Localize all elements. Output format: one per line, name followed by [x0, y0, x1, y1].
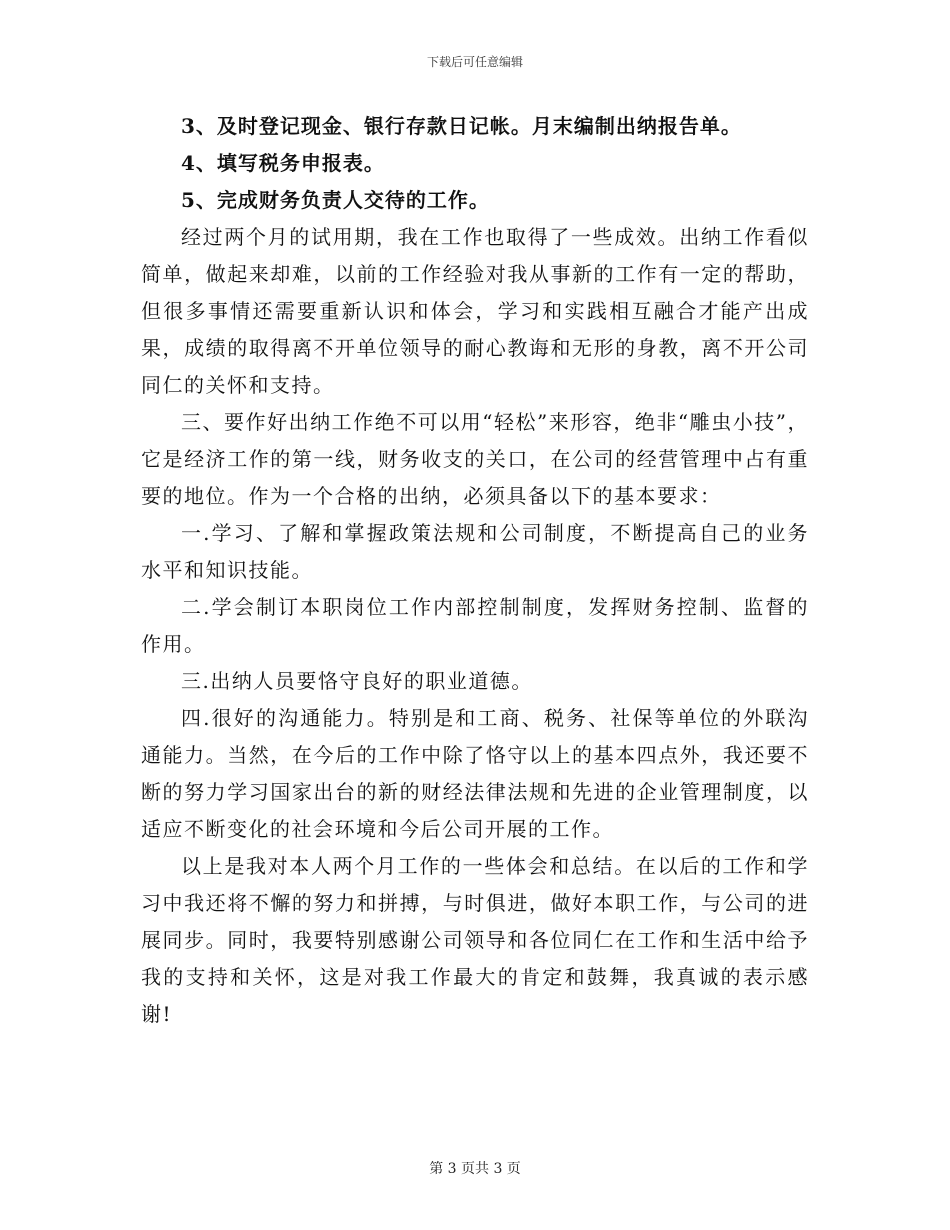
- list-item-4: 4、填写税务申报表。: [181, 151, 385, 175]
- document-body: [141, 108, 809, 1033]
- paragraph-probation-results: 经过两个月的试用期，我在工作也取得了一些成效。出纳工作看似简单，做起来却难，以前的工作经验对我从事新的工作有一定的帮助，但很多事情还需要重新认识和体会，学习和实践相互融合才能产出成果，成绩的取得离不开单位领导的耐心教诲和无形的身教，离不开公司同仁的关怀和支持。: [141, 225, 809, 397]
- page-number: 第 3 页共 3 页: [429, 1161, 521, 1177]
- list-item-5: 5、完成财务负责人交待的工作。: [181, 188, 490, 212]
- requirement-2: 二.学会制订本职岗位工作内部控制制度，发挥财务控制、监督的作用。: [141, 595, 809, 656]
- requirement-3: 三.出纳人员要恪守良好的职业道德。: [181, 669, 533, 693]
- paragraph-conclusion: 以上是我对本人两个月工作的一些体会和总结。在以后的工作和学习中我还将不懈的努力和拼搏，与时俱进，做好本职工作，与公司的进展同步。同时，我要特别感谢公司领导和各位同仁在工作和生活中给予我的支持和关怀，这是对我工作最大的肯定和鼓舞，我真诚的表示感谢!: [141, 854, 809, 1026]
- requirement-1: 一.学习、了解和掌握政策法规和公司制度，不断提高自己的业务水平和知识技能。: [141, 521, 809, 582]
- list-item-3: 3、及时登记现金、银行存款日记帐。月末编制出纳报告单。: [181, 114, 742, 138]
- page-header-note: 下载后可任意编辑: [426, 55, 523, 69]
- requirement-4: 四.很好的沟通能力。特别是和工商、税务、社保等单位的外联沟通能力。当然，在今后的工作中除了恪守以上的基本四点外，我还要不断的努力学习国家出台的新的财经法律法规和先进的企业管理制度，以适应不断变化的社会环境和今后公司开展的工作。: [141, 706, 809, 841]
- paragraph-cashier-requirements: 三、要作好出纳工作绝不可以用“轻松”来形容，绝非“雕虫小技”，它是经济工作的第一线，财务收支的关口，在公司的经营管理中占有重要的地位。作为一个合格的出纳，必须具备以下的基本要求：: [141, 410, 809, 508]
